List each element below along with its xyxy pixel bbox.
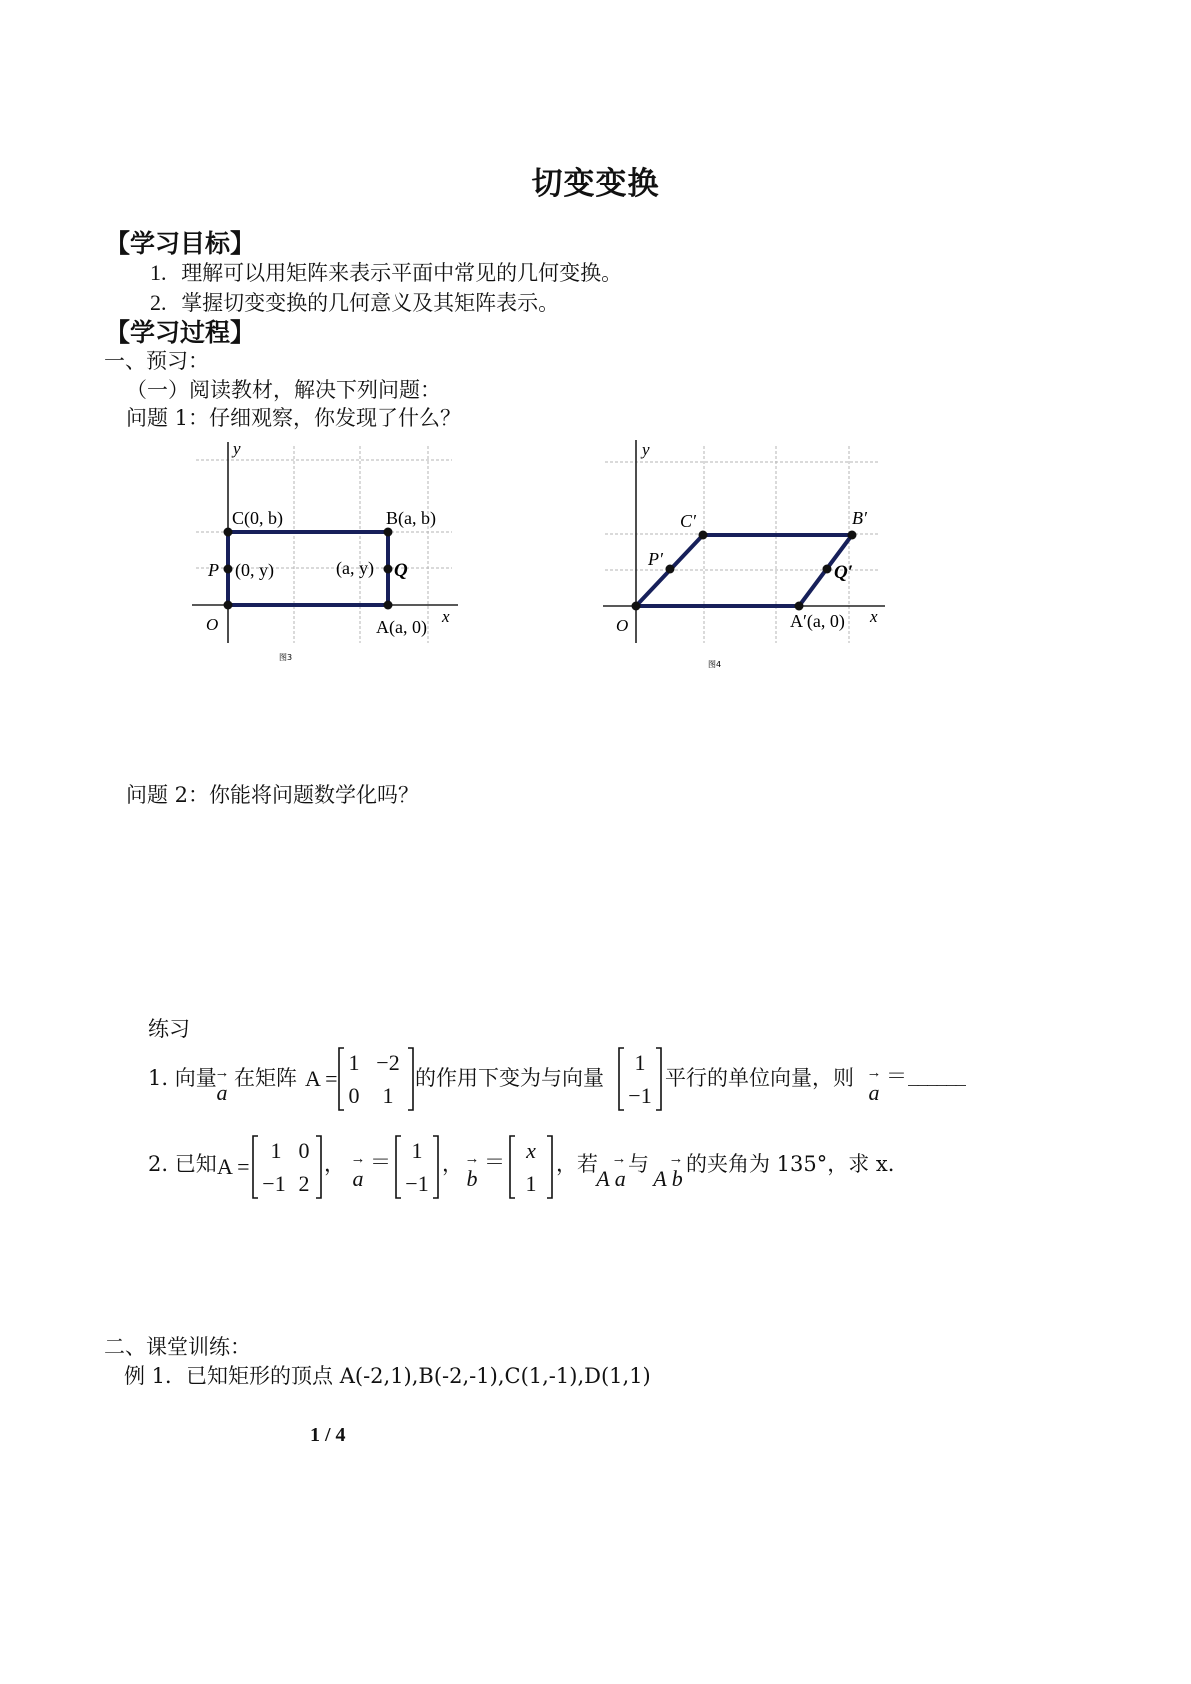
subsection-reading: （一）阅读教材，解决下列问题： — [126, 378, 441, 402]
objective-text: 掌握切变变换的几何意义及其矩阵表示。 — [181, 291, 560, 315]
matrix-cell: 1 — [348, 1050, 360, 1075]
section-classwork: 二、课堂训练： — [104, 1335, 251, 1359]
label-p: P — [208, 560, 219, 580]
point-b-prime — [848, 531, 857, 540]
grid-lines — [196, 446, 452, 643]
ex1-text-transform: 的作用下变为与向量 — [415, 1066, 604, 1090]
ex1-text-matrix: 在矩阵 — [234, 1066, 297, 1090]
objective-num: 2. — [150, 290, 167, 315]
point-p-prime — [666, 565, 675, 574]
objective-num: 1. — [150, 260, 167, 285]
label-c: C(0, b) — [232, 508, 283, 528]
figure-rectangle — [190, 438, 470, 673]
y-axis-label: y — [233, 439, 241, 458]
process-heading: 【学习过程】 — [105, 318, 256, 347]
answer-blank[interactable]: ______ — [908, 1062, 965, 1086]
point-b — [384, 528, 393, 537]
matrix-cell: 2 — [298, 1171, 310, 1196]
label-b: B(a, b) — [386, 508, 436, 528]
matrix-cell: 0 — [348, 1083, 360, 1108]
point-o — [632, 602, 641, 611]
objective-item-1 — [150, 257, 622, 287]
point-a — [384, 601, 393, 610]
ex2-tail: 的夹角为 135°，求 x. — [686, 1152, 895, 1176]
page-number: 1 / 4 — [310, 1424, 346, 1446]
vector-cell: −1 — [628, 1083, 652, 1108]
label-a-prime: A′(a, 0) — [790, 611, 845, 631]
example-1: 例 1．已知矩形的顶点 A(-2,1),B(-2,-1),C(1,-1),D(1,1) — [124, 1364, 651, 1388]
point-q-prime — [823, 565, 832, 574]
objectives-heading: 【学习目标】 — [105, 229, 256, 258]
section-preview: 一、预习： — [104, 349, 209, 373]
figure-parallelogram — [600, 438, 895, 678]
ex2-comma: ， — [324, 1152, 345, 1176]
x-axis-label: x — [442, 607, 450, 626]
figure-caption-3: 图3 — [279, 653, 293, 662]
vector-Aa: → A a — [596, 1151, 627, 1191]
label-c-prime: C′ — [680, 511, 696, 531]
vector-a: → a — [350, 1151, 366, 1191]
ex2-prefix: 2. 已知 — [148, 1152, 217, 1176]
vector-cell: 1 — [411, 1138, 423, 1163]
label-p-coord: (0, y) — [235, 560, 274, 580]
origin-label: O — [616, 616, 629, 635]
origin-label: O — [206, 615, 219, 634]
point-q — [384, 565, 393, 574]
matrix-cell: 0 — [298, 1138, 310, 1163]
matrix-cell: 1 — [382, 1083, 394, 1108]
point-o — [224, 601, 233, 610]
point-a-prime — [795, 602, 804, 611]
label-q-coord: (a, y) — [336, 558, 374, 578]
vector-a: → a — [214, 1065, 230, 1105]
x-axis-label: x — [870, 607, 878, 626]
ex2-condition: ，若 — [556, 1152, 598, 1176]
matrix-name: A = — [305, 1066, 338, 1091]
vector-cell: 1 — [525, 1171, 537, 1196]
label-q-prime: Q′ — [834, 562, 854, 583]
point-c — [224, 528, 233, 537]
question-1: 问题 1：仔细观察，你发现了什么？ — [126, 406, 462, 430]
equals-sign: ＝ — [484, 1150, 505, 1174]
ex1-equals: ＝ — [886, 1064, 907, 1088]
exercise-heading: 练习 — [148, 1017, 190, 1041]
objective-text: 理解可以用矩阵来表示平面中常见的几何变换。 — [181, 261, 623, 285]
page-title: 切变变换 — [531, 166, 660, 202]
vector-b: → b — [464, 1151, 480, 1191]
matrix-name: A = — [217, 1154, 250, 1179]
ex2-comma: ， — [442, 1152, 463, 1176]
ex2-with: 与 — [628, 1152, 649, 1176]
point-p — [224, 565, 233, 574]
ex1-prefix: 1. 向量 — [148, 1066, 217, 1090]
label-p-prime: P′ — [648, 549, 663, 569]
vector-Ab: → A b — [653, 1151, 684, 1191]
label-q: Q — [394, 560, 408, 581]
vector-cell: 1 — [634, 1050, 646, 1075]
y-axis-label: y — [642, 440, 650, 459]
label-a: A(a, 0) — [376, 617, 427, 637]
matrix-cell: 1 — [270, 1138, 282, 1163]
vector-cell: −1 — [405, 1171, 429, 1196]
figure-caption-4: 图4 — [708, 660, 722, 669]
equals-sign: ＝ — [370, 1150, 391, 1174]
question-2: 问题 2：你能将问题数学化吗？ — [126, 783, 420, 807]
label-b-prime: B′ — [852, 508, 867, 528]
point-c-prime — [699, 531, 708, 540]
matrix-cell: −1 — [262, 1171, 286, 1196]
ex1-text-unit: 平行的单位向量，则 — [665, 1066, 854, 1090]
matrix-cell: −2 — [376, 1050, 400, 1075]
vector-cell: x — [526, 1138, 536, 1163]
vector-a: → a — [866, 1065, 882, 1105]
